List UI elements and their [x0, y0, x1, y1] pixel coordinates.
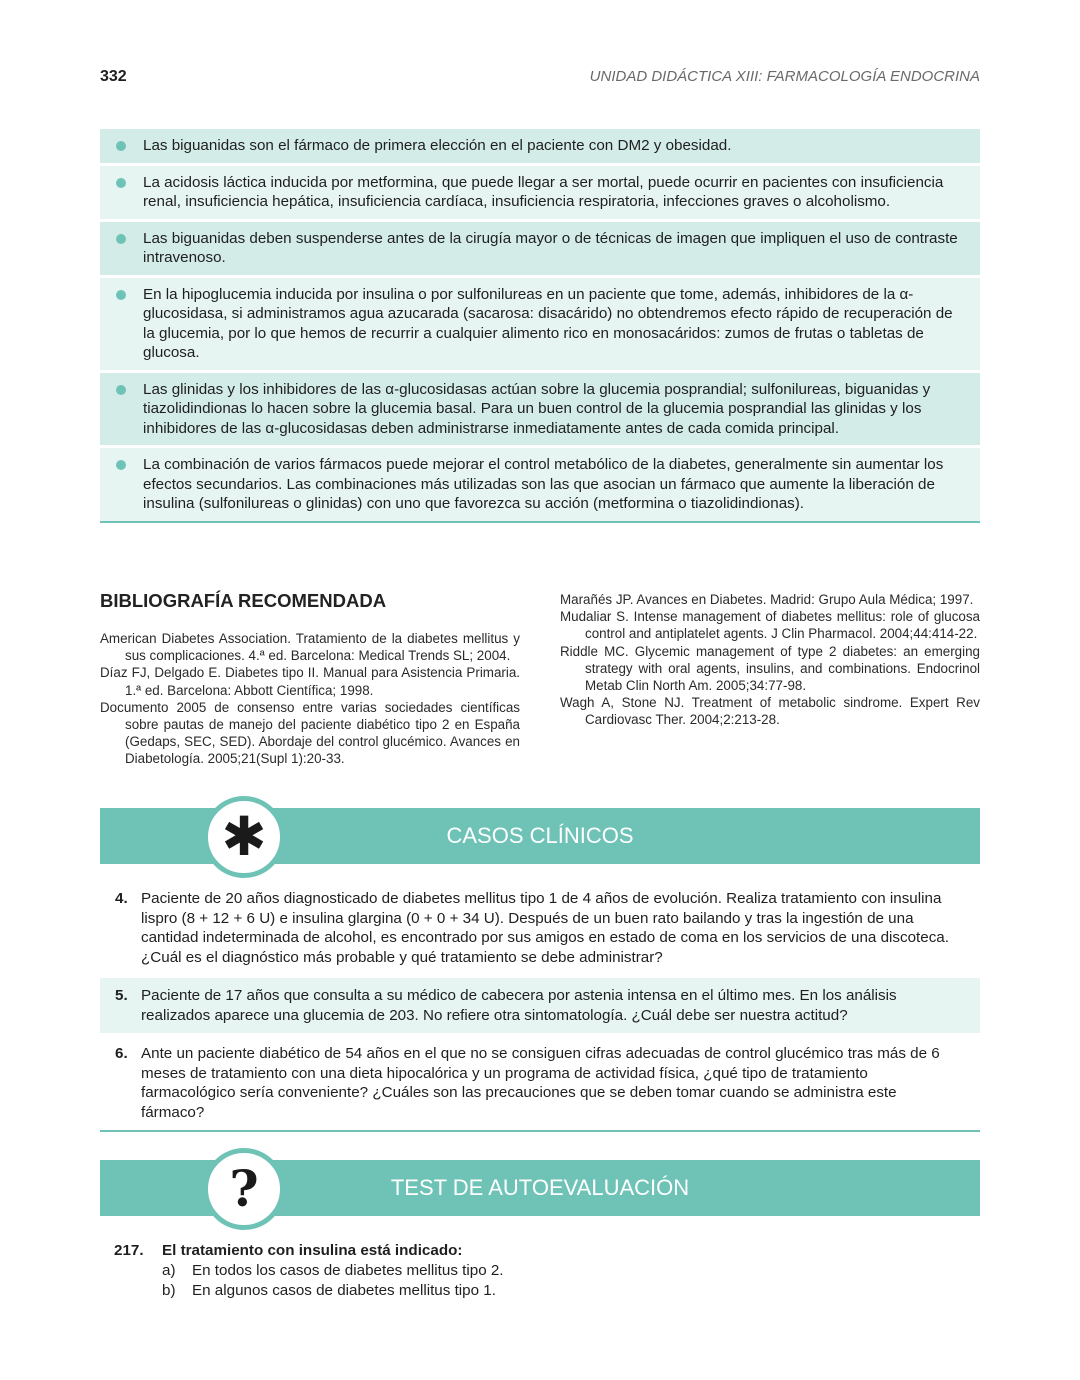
bullet-icon	[116, 460, 126, 470]
clinical-case	[100, 978, 980, 1033]
reference: Wagh A, Stone NJ. Treatment of metabolic sindrome. Expert Rev Cardiovasc Ther. 2004;2:213-28.	[560, 695, 980, 728]
key-point-text: Las biguanidas deben suspenderse antes de la cirugía mayor o de técnicas de imagen que impliquen el uso de contraste intravenoso.	[143, 229, 958, 266]
answer-option	[114, 1261, 974, 1281]
option-letter: b)	[162, 1282, 176, 1299]
question-mark-symbol: ?	[229, 1159, 259, 1218]
key-point	[100, 448, 980, 521]
running-head: UNIDAD DIDÁCTICA XIII: FARMACOLOGÍA ENDOCRINA	[589, 68, 980, 85]
key-point-text: Las biguanidas son el fármaco de primera elección en el paciente con DM2 y obesidad.	[143, 137, 732, 154]
bibliography-title: BIBLIOGRAFÍA RECOMENDADA	[100, 590, 387, 611]
reference: Mudaliar S. Intense management of diabetes mellitus: role of glucosa control and antiplatelet agents. J Clin Pharmacol. 2004;44:414-22.	[560, 609, 980, 642]
reference: Díaz FJ, Delgado E. Diabetes tipo II. Manual para Asistencia Primaria. 1.ª ed. Barcelona: Abbott Científica; 1998.	[100, 665, 520, 698]
key-point	[100, 278, 980, 370]
question-stem	[114, 1241, 974, 1261]
case-text: Ante un paciente diabético de 54 años en el que no se consiguen cifras adecuadas de control glucémico tras más de 6 meses de tratamiento con una dieta hipocalórica y un programa de actividad física, ¿qué tipo de tratamiento farmacológico sería conveniente? ¿Cuáles son las precauciones que se deben tomar cuando se administra este fármaco?	[141, 1045, 940, 1121]
option-text: En todos los casos de diabetes mellitus tipo 2.	[192, 1262, 504, 1279]
key-point	[100, 373, 980, 446]
bullet-icon	[116, 178, 126, 188]
clinical-case	[100, 881, 980, 975]
key-point	[100, 129, 980, 163]
key-point-text: La combinación de varios fármacos puede mejorar el control metabólico de la diabetes, generalmente sin aumentar los efectos secundarios. Las combinaciones más utilizadas son las que asocian un fármaco que aumente la liberación de insulina (sulfonilureas o glinidas) con uno que favorezca su acción (metformina o tiazolidindionas).	[143, 456, 944, 512]
case-number: 6.	[115, 1045, 128, 1062]
key-point-text: En la hipoglucemia inducida por insulina o por sulfonilureas en un paciente que tome, además, inhibidores de la α-glucosidasa, si administramos agua azucarada (sacarosa: disacárido) no obtendremos efecto rápido de recuperación de la glucemia, por lo que hemos de recurrir a cualquier alimento rico en monosacáridos: zumos de frutas o tabletas de glucosa.	[143, 285, 953, 361]
reference: Documento 2005 de consenso entre varias sociedades científicas sobre pautas de manejo del paciente diabético tipo 2 en España (Gedaps, SEC, SED). Abordaje del control glucémico. Avances en Diabetología. 2005;21(Supl 1):20-33.	[100, 699, 520, 767]
bullet-icon	[116, 385, 126, 395]
case-text: Paciente de 20 años diagnosticado de diabetes mellitus tipo 1 de 4 años de evolución. Realiza tratamiento con insulina lispro (8 + 12 + 6 U) e insulina glargina (0 + 0 + 34 U). Después de un buen rato bailando y tras la ingestión de una cantidad indeterminada de alcohol, es encontrado por sus amigos en estado de coma en los servicios de una discoteca. ¿Cuál es el diagnóstico más probable y qué tratamiento se debe administrar?	[141, 890, 949, 966]
bullet-icon	[116, 290, 126, 300]
key-point-text: Las glinidas y los inhibidores de las α-glucosidasas actúan sobre la glucemia posprandial; sulfonilureas, biguanidas y tiazolidindionas lo hacen sobre la glucemia basal. Para un buen control de la glucemia posprandial las glinidas y los inhibidores de las α-glucosidasas deben administrarse inmediatamente antes de cada comida principal.	[143, 380, 931, 437]
key-point	[100, 166, 980, 219]
clinical-cases-title: CASOS CLÍNICOS	[446, 823, 634, 848]
reference: American Diabetes Association. Tratamiento de la diabetes mellitus y sus complicaciones. 4.ª ed. Barcelona: Medical Trends SL; 2004.	[100, 631, 520, 664]
reference: Riddle MC. Glycemic management of type 2 diabetes: an emerging strategy with oral agents, insulins, and combinations. Endocrinol Metab Clin North Am. 2005;34:77-98.	[560, 643, 980, 694]
option-text: En algunos casos de diabetes mellitus tipo 1.	[192, 1282, 496, 1299]
bibliography-right-column	[560, 591, 980, 729]
key-point-text: La acidosis láctica inducida por metformina, que puede llegar a ser mortal, puede ocurrir en pacientes con insuficiencia renal, insuficiencia hepática, insuficiencia cardíaca, insuficiencia respiratoria, infecciones graves o alcoholismo.	[143, 173, 944, 210]
case-number: 5.	[115, 987, 128, 1004]
question-number: 217.	[114, 1242, 144, 1259]
asterisk-symbol: ✱	[221, 807, 267, 867]
question-text: El tratamiento con insulina está indicado:	[162, 1242, 463, 1259]
bullet-icon	[116, 141, 126, 151]
reference: Marañés JP. Avances en Diabetes. Madrid: Grupo Aula Médica; 1997.	[560, 592, 974, 607]
bullet-icon	[116, 234, 126, 244]
option-letter: a)	[162, 1262, 176, 1279]
key-point	[100, 222, 980, 275]
asterisk-icon	[203, 796, 285, 878]
clinical-case	[100, 1036, 980, 1130]
answer-option	[114, 1281, 974, 1301]
page-number: 332	[100, 68, 127, 85]
case-number: 4.	[115, 890, 128, 907]
self-test-title: TEST DE AUTOEVALUACIÓN	[390, 1175, 690, 1200]
clinical-cases-list	[100, 881, 980, 1132]
key-points-box	[100, 129, 980, 523]
bibliography-left-column	[100, 630, 520, 768]
question-mark-icon	[203, 1148, 285, 1230]
case-text: Paciente de 17 años que consulta a su médico de cabecera por astenia intensa en el último mes. En los análisis realizados aparece una glucemia de 203. No refiere otra sintomatología. ¿Cuál debe ser nuestra actitud?	[141, 987, 897, 1024]
test-question	[114, 1241, 974, 1301]
